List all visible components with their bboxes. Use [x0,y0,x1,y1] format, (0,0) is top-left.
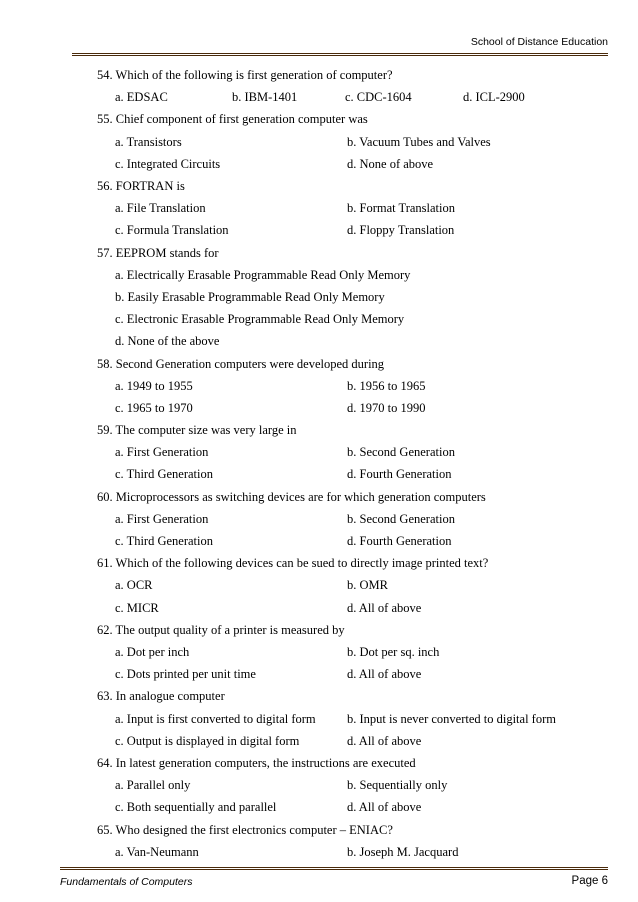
option-item: c. Third Generation [115,467,213,482]
option-item: b. OMR [347,578,388,593]
question-text: 62. The output quality of a printer is measured by [97,622,345,637]
question-text: 65. Who designed the first electronics computer – ENIAC? [97,822,393,837]
option-item: a. First Generation [115,445,209,460]
option-row [97,441,617,463]
option-item: b. Second Generation [347,511,455,526]
option-row [97,397,617,419]
option-row [97,330,617,352]
option-item: a. Dot per inch [115,645,190,660]
option-row [97,463,617,485]
question-text: 64. In latest generation computers, the instructions are executed [97,755,416,770]
question-text: 60. Microprocessors as switching devices are for which generation computers [97,489,486,504]
option-item: a. Parallel only [115,778,191,793]
option-item: b. 1956 to 1965 [347,378,426,393]
option-item: a. Transistors [115,134,182,149]
option-row [97,730,617,752]
option-item: b. Sequentially only [347,778,448,793]
option-item: d. None of above [347,156,434,171]
option-row [97,375,617,397]
option-item: d. Fourth Generation [347,467,452,482]
option-row [97,574,617,596]
option-item: c. Both sequentially and parallel [115,800,277,815]
question-text: 55. Chief component of first generation computer was [97,112,368,127]
option-row [97,286,617,308]
question-text: 61. Which of the following devices can be sued to directly image printed text? [97,556,489,571]
option-item: d. All of above [347,733,422,748]
option-item: a. Van-Neumann [115,844,199,859]
header-rule [72,53,608,56]
option-item: b. Easily Erasable Programmable Read Only Memory [115,289,385,304]
option-item: d. All of above [347,667,422,682]
option-item: c. Electronic Erasable Programmable Read Only Memory [115,312,405,327]
option-item: c. Third Generation [115,534,213,549]
option-item: d. Floppy Translation [347,223,455,238]
question-text: 63. In analogue computer [97,689,225,704]
option-item: b. Input is never converted to digital form [347,711,556,726]
question-list [97,64,617,863]
option-item: d. All of above [347,600,422,615]
option-item: d. All of above [347,800,422,815]
option-item: b. Dot per sq. inch [347,645,440,660]
option-row [97,530,617,552]
option-item: d. Fourth Generation [347,534,452,549]
option-item: a. OCR [115,578,153,593]
option-row [97,153,617,175]
option-row [97,264,617,286]
option-item: b. IBM-1401 [232,90,298,105]
option-item: a. Input is first converted to digital form [115,711,316,726]
footer-rule [60,867,608,870]
option-item: d. 1970 to 1990 [347,400,426,415]
question-text: 56. FORTRAN is [97,178,185,193]
option-item: c. 1965 to 1970 [115,400,193,415]
option-item: a. EDSAC [115,90,168,105]
option-item: b. Second Generation [347,445,455,460]
question-text: 59. The computer size was very large in [97,423,297,438]
question-text: 58. Second Generation computers were developed during [97,356,385,371]
option-item: a. File Translation [115,201,206,216]
option-item: c. Integrated Circuits [115,156,221,171]
option-item: a. 1949 to 1955 [115,378,193,393]
option-item: c. Dots printed per unit time [115,667,256,682]
footer-title: Fundamentals of Computers [60,876,193,888]
option-row [97,86,617,108]
option-item: c. CDC-1604 [345,90,412,105]
option-item: b. Format Translation [347,201,455,216]
option-row [97,841,617,863]
option-item: c. MICR [115,600,159,615]
option-item: b. Joseph M. Jacquard [347,844,459,859]
option-item: a. First Generation [115,511,209,526]
option-row [97,663,617,685]
option-row [97,708,617,730]
option-row [97,508,617,530]
page-header: School of Distance Education [470,36,608,48]
question-text: 57. EEPROM stands for [97,245,219,260]
option-row [97,131,617,153]
option-row [97,219,617,241]
option-item: c. Output is displayed in digital form [115,733,300,748]
option-item: d. None of the above [115,334,220,349]
page-number: Page 6 [571,875,608,887]
option-item: a. Electrically Erasable Programmable Read Only Memory [115,267,411,282]
option-item: b. Vacuum Tubes and Valves [347,134,491,149]
option-row [97,796,617,818]
option-row [97,641,617,663]
option-item: d. ICL-2900 [463,90,525,105]
option-row [97,774,617,796]
question-text: 54. Which of the following is first generation of computer? [97,68,393,82]
option-row [97,197,617,219]
option-item: c. Formula Translation [115,223,229,238]
option-row [97,308,617,330]
option-row [97,597,617,619]
